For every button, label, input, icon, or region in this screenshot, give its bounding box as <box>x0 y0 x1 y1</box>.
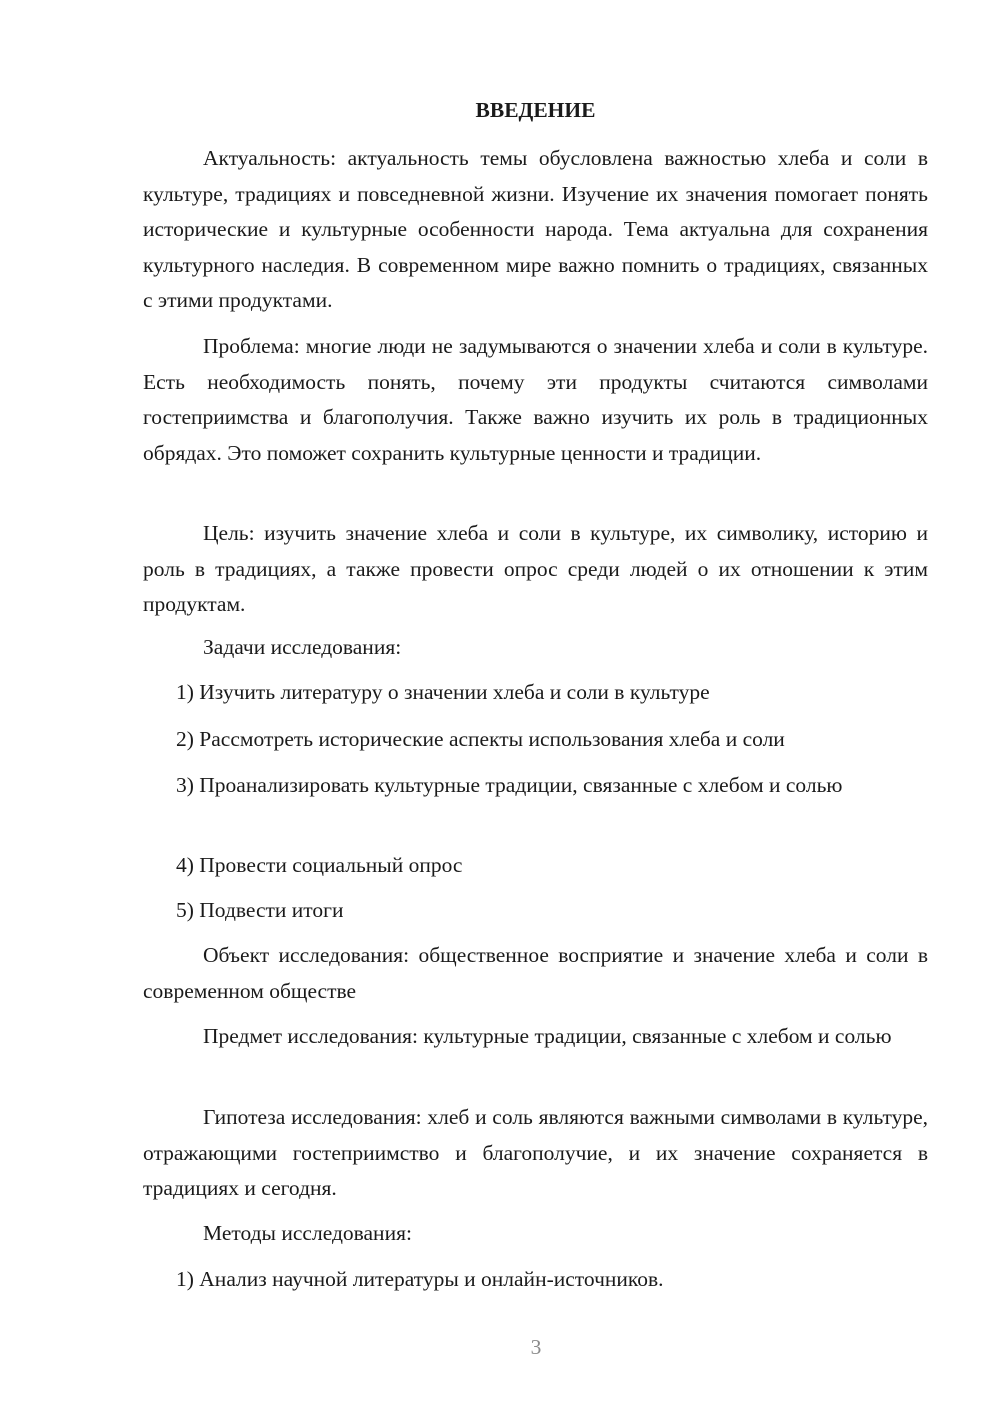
task-item: 2) Рассмотреть исторические аспекты использования хлеба и соли <box>176 727 785 751</box>
method-item: 1) Анализ научной литературы и онлайн-источников. <box>176 1267 664 1291</box>
problem-paragraph: Проблема: многие люди не задумываются о значении хлеба и соли в культуре. Есть необходимость понять, почему эти продукты считаются символами гостеприимства и благополучия. Также важно изучить их роль в традиционных обрядах. Это поможет сохранить культурные ценности и традиции. <box>143 334 928 465</box>
object-paragraph: Объект исследования: общественное восприятие и значение хлеба и соли в современном обществе <box>143 943 928 1003</box>
page-number: 3 <box>530 1335 542 1359</box>
task-item: 5) Подвести итоги <box>176 898 344 922</box>
task-item: 3) Проанализировать культурные традиции, связанные с хлебом и солью <box>176 773 843 797</box>
subject-paragraph: Предмет исследования: культурные традиции, связанные с хлебом и солью <box>203 1024 892 1048</box>
relevance-paragraph: Актуальность: актуальность темы обусловлена важностью хлеба и соли в культуре, традициях и повседневной жизни. Изучение их значения помогает понять исторические и культурные особенности народа. Тема актуальна для сохранения культурного наследия. В современном мире важно помнить о традициях, связанных с этими продуктами. <box>143 146 928 312</box>
tasks-title: Задачи исследования: <box>203 635 402 659</box>
methods-title: Методы исследования: <box>203 1221 412 1245</box>
task-item: 4) Провести социальный опрос <box>176 853 463 877</box>
task-item: 1) Изучить литературу о значении хлеба и соли в культуре <box>176 680 710 704</box>
section-heading: ВВЕДЕНИЕ <box>475 98 596 122</box>
goal-paragraph: Цель: изучить значение хлеба и соли в культуре, их символику, историю и роль в традициях, а также провести опрос среди людей о их отношении к этим продуктам. <box>143 521 928 616</box>
hypothesis-paragraph: Гипотеза исследования: хлеб и соль являются важными символами в культуре, отражающими гостеприимство и благополучие, и их значение сохраняется в традициях и сегодня. <box>143 1105 928 1200</box>
